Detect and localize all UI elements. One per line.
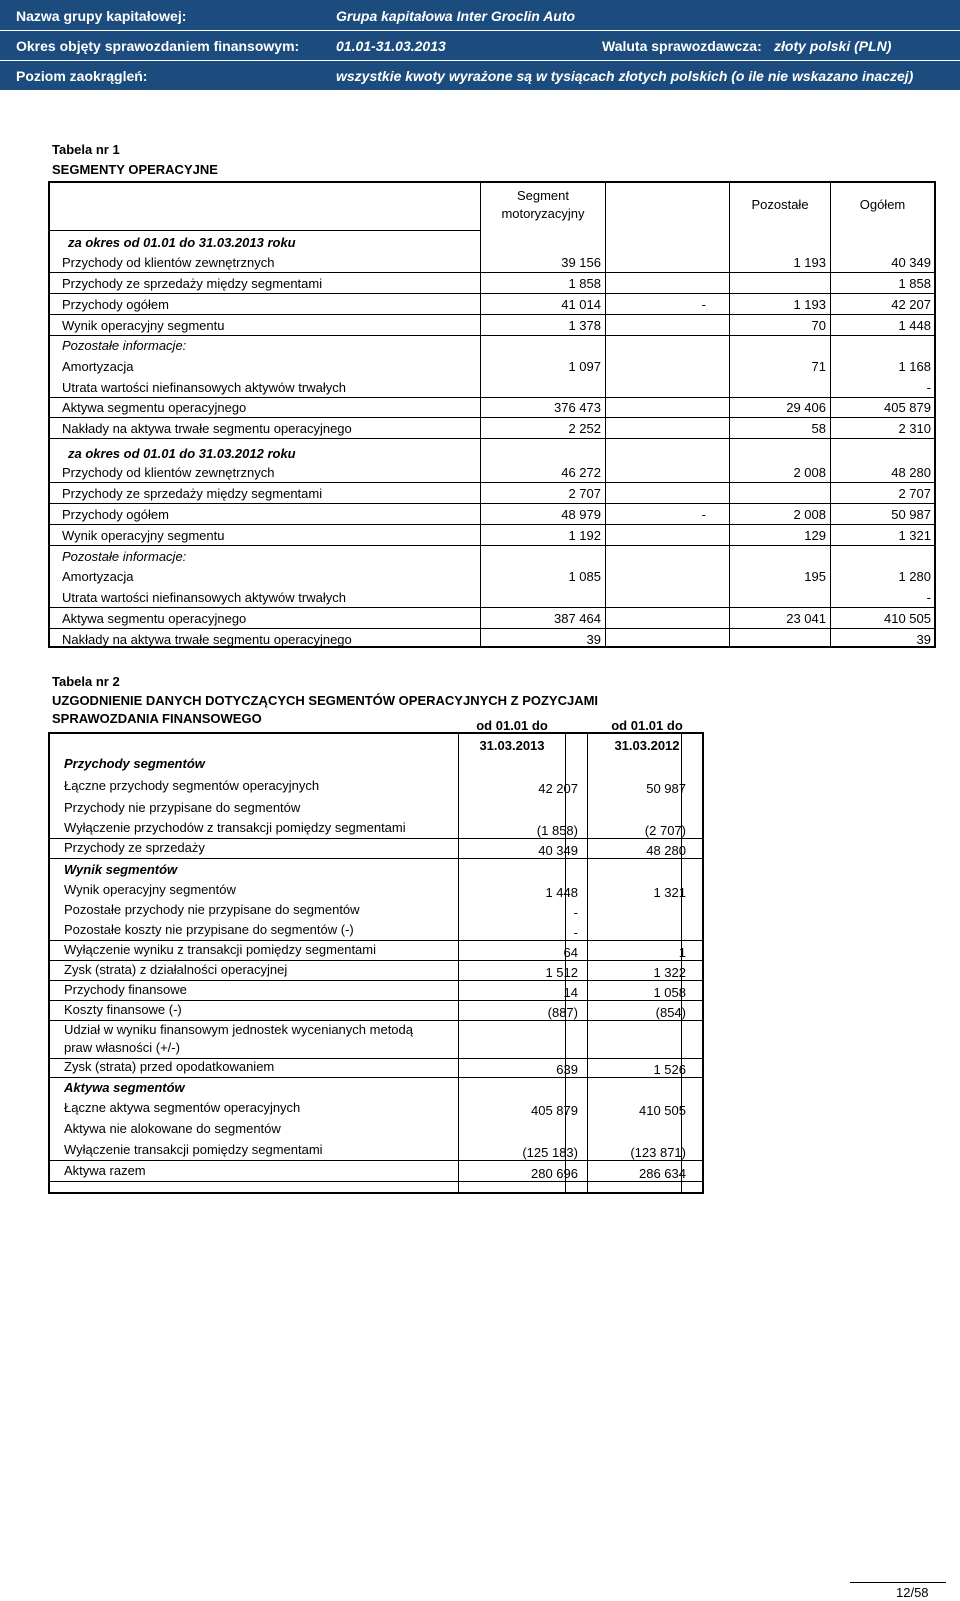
currency-label: Waluta sprawozdawcza:: [602, 38, 762, 54]
row-divider: [50, 858, 702, 859]
row-divider: [50, 545, 934, 546]
row-label: Wynik operacyjny segmentu: [62, 318, 225, 333]
row-divider: [50, 482, 934, 483]
cell-2012: 1 058: [653, 985, 686, 1000]
cell-segment: 48 979: [561, 507, 601, 522]
row-label: Aktywa nie alokowane do segmentów: [64, 1121, 281, 1136]
row-label: Wyłączenie transakcji pomiędzy segmentami: [64, 1142, 323, 1157]
row-label: Pozostałe koszty nie przypisane do segmentów (-): [64, 922, 354, 937]
cell-total: 2 707: [898, 486, 931, 501]
row-divider: [50, 1000, 702, 1001]
cell-other: 29 406: [786, 400, 826, 415]
cell-2013: 1 448: [545, 885, 578, 900]
page-number: 12/58: [896, 1585, 929, 1600]
cell-2013: (125 183): [522, 1145, 578, 1160]
column-divider: [458, 734, 459, 1192]
row-label: Koszty finansowe (-): [64, 1002, 182, 1017]
cell-other: 23 041: [786, 611, 826, 626]
cell-total: 1 448: [898, 318, 931, 333]
row-label: Przychody ogółem: [62, 507, 169, 522]
rounding-value: wszystkie kwoty wyrażone są w tysiącach złotych polskich (o ile nie wskazano inaczej): [336, 68, 914, 84]
row-divider: [50, 838, 702, 839]
row-label: Aktywa segmentu operacyjnego: [62, 400, 247, 415]
row-label: Pozostałe przychody nie przypisane do segmentów: [64, 902, 360, 917]
cell-2013: 639: [556, 1062, 578, 1077]
cell-total: 42 207: [891, 297, 931, 312]
column-divider: [565, 734, 566, 1192]
row-label: Zysk (strata) przed opodatkowaniem: [64, 1059, 275, 1074]
row-label: Nakłady na aktywa trwałe segmentu operacyjnego: [62, 421, 352, 436]
col-header-segment-line2: motoryzacyjny: [501, 206, 585, 221]
row-label: Amortyzacja: [62, 359, 134, 374]
cell-2013: (887): [547, 1005, 578, 1020]
cell-segment: 1 858: [568, 276, 601, 291]
cell-total: -: [926, 590, 931, 605]
header-row-group: [0, 0, 960, 30]
segments-table: [48, 181, 936, 648]
row-divider: [50, 940, 702, 941]
col-header-segment: [481, 187, 605, 223]
cell-total: 48 280: [891, 465, 931, 480]
row-divider: [50, 524, 934, 525]
cell-segment: 2 252: [568, 421, 601, 436]
cell-2012: (2 707): [644, 823, 686, 838]
row-label: Przychody nie przypisane do segmentów: [64, 800, 301, 815]
row-label: Wyłączenie wyniku z transakcji pomiędzy segmentami: [64, 942, 376, 957]
header-row-rounding: [0, 60, 960, 90]
table2-title-line1: UZGODNIENIE DANYCH DOTYCZĄCYCH SEGMENTÓW OPERACYJNYCH Z POZYCJAMI: [52, 693, 599, 708]
cell-total: 1 858: [898, 276, 931, 291]
row-label: Przychody ze sprzedaży: [64, 840, 205, 855]
cell-2013: (1 858): [536, 823, 578, 838]
cell-2013: 40 349: [538, 843, 578, 858]
cell-2012: (123 871): [630, 1145, 686, 1160]
row-label: Aktywa segmentów: [64, 1080, 185, 1095]
row-divider: [50, 314, 934, 315]
cell-2013: 42 207: [538, 781, 578, 796]
row-label: Aktywa segmentu operacyjnego: [62, 611, 247, 626]
cell-2012: (854): [655, 1005, 686, 1020]
row-divider: [50, 293, 934, 294]
row-divider: [50, 272, 934, 273]
cell-total: 1 168: [898, 359, 931, 374]
group-label: Nazwa grupy kapitałowej:: [16, 8, 187, 24]
row-label: Amortyzacja: [62, 569, 134, 584]
row-label: Wyłączenie przychodów z transakcji pomiędzy segmentami: [64, 820, 406, 835]
row-label: Przychody segmentów: [64, 756, 205, 771]
header-row-period: [0, 30, 960, 60]
cell-segment: 1 097: [568, 359, 601, 374]
cell-2013: 1 512: [545, 965, 578, 980]
column-divider: [681, 734, 682, 1192]
col-header-2013-line1: od 01.01 do: [476, 718, 548, 733]
row-label: Przychody ze sprzedaży między segmentami: [62, 486, 323, 501]
row-divider: [50, 1181, 702, 1182]
cell-other: 195: [804, 569, 826, 584]
row-label: Utrata wartości niefinansowych aktywów trwałych: [62, 380, 346, 395]
col-header-total: Ogółem: [859, 197, 906, 212]
group-value: Grupa kapitałowa Inter Groclin Auto: [336, 8, 576, 24]
row-label: Przychody finansowe: [64, 982, 187, 997]
cell-2013: 14: [563, 985, 578, 1000]
cell-other: 1 193: [793, 297, 826, 312]
cell-2013: -: [573, 925, 578, 940]
period-value: 01.01-31.03.2013: [336, 38, 446, 54]
row-divider: [50, 980, 702, 981]
row-divider: [50, 628, 934, 629]
row-label: Przychody ze sprzedaży między segmentami: [62, 276, 323, 291]
row-divider: [50, 503, 934, 504]
cell-other: 1 193: [793, 255, 826, 270]
row-label: Nakłady na aktywa trwałe segmentu operacyjnego: [62, 632, 352, 647]
cell-2012: 1 526: [653, 1062, 686, 1077]
table1-number: Tabela nr 1: [52, 142, 120, 157]
cell-total: -: [926, 380, 931, 395]
row-label: Przychody od klientów zewnętrznych: [62, 255, 275, 270]
cell-2012: 48 280: [646, 843, 686, 858]
row-divider: [50, 1077, 702, 1078]
row-divider: [50, 335, 934, 336]
period-label: Okres objęty sprawozdaniem finansowym:: [16, 38, 300, 54]
footer-rule: [850, 1582, 946, 1583]
col-header-other: Pozostałe: [751, 197, 809, 212]
cell-other: 2 008: [793, 507, 826, 522]
cell-2012: 50 987: [646, 781, 686, 796]
row-label: Wynik segmentów: [64, 862, 178, 877]
cell-segment: 387 464: [554, 611, 601, 626]
row-divider: [50, 607, 934, 608]
col-header-2012-date: 31.03.2012: [614, 738, 680, 753]
row-label: Aktywa razem: [64, 1163, 146, 1178]
cell-2012: 1 321: [653, 885, 686, 900]
col-header-2012-line1: od 01.01 do: [611, 718, 683, 733]
row-divider: [50, 397, 934, 398]
row-divider: [50, 1160, 702, 1161]
cell-segment: 1 085: [568, 569, 601, 584]
row-label: Zysk (strata) z działalności operacyjnej: [64, 962, 288, 977]
row-divider: [50, 960, 702, 961]
cell-2012: 410 505: [639, 1103, 686, 1118]
cell-total: 39: [916, 632, 931, 647]
cell-2012: 286 634: [639, 1166, 686, 1181]
row-label: Utrata wartości niefinansowych aktywów trwałych: [62, 590, 346, 605]
cell-total: 1 321: [898, 528, 931, 543]
row-label: Przychody od klientów zewnętrznych: [62, 465, 275, 480]
row-divider: [50, 417, 934, 418]
row-label: Łączne aktywa segmentów operacyjnych: [64, 1100, 301, 1115]
row-label: Pozostałe informacje:: [62, 338, 187, 353]
cell-mid: -: [701, 297, 706, 312]
cell-other: 70: [811, 318, 826, 333]
table2-number: Tabela nr 2: [52, 674, 120, 689]
report-header: [0, 0, 960, 90]
row-label: Udział w wyniku finansowym jednostek wycenianych metodą: [64, 1022, 413, 1037]
currency-value: złoty polski (PLN): [774, 38, 892, 54]
cell-segment: 41 014: [561, 297, 601, 312]
cell-segment: 39 156: [561, 255, 601, 270]
cell-2012: 1 322: [653, 965, 686, 980]
cell-total: 410 505: [884, 611, 931, 626]
cell-total: 1 280: [898, 569, 931, 584]
col-header-segment-line1: Segment: [516, 188, 570, 203]
cell-other: 58: [811, 421, 826, 436]
cell-segment: 39: [586, 632, 601, 647]
column-divider: [605, 183, 606, 646]
row-label: Łączne przychody segmentów operacyjnych: [64, 778, 320, 793]
cell-segment: 2 707: [568, 486, 601, 501]
cell-2013: 280 696: [531, 1166, 578, 1181]
cell-total: 40 349: [891, 255, 931, 270]
column-divider: [587, 734, 588, 1192]
cell-total: 405 879: [884, 400, 931, 415]
cell-segment: 376 473: [554, 400, 601, 415]
cell-mid: -: [701, 507, 706, 522]
row-label: Przychody ogółem: [62, 297, 169, 312]
row-divider: [50, 438, 934, 439]
cell-2013: 405 879: [531, 1103, 578, 1118]
table2-title-line2: SPRAWOZDANIA FINANSOWEGO: [52, 711, 262, 726]
col-header-2013: [458, 716, 566, 736]
cell-other: 129: [804, 528, 826, 543]
col-header-2013-date: 31.03.2013: [479, 738, 545, 753]
row-label: Wynik operacyjny segmentów: [64, 882, 236, 897]
row-divider: [50, 1020, 702, 1021]
table1-title: SEGMENTY OPERACYJNE: [52, 162, 218, 177]
row-label-continued: praw własności (+/-): [64, 1040, 180, 1055]
cell-total: 50 987: [891, 507, 931, 522]
cell-2013: -: [573, 905, 578, 920]
cell-segment: 46 272: [561, 465, 601, 480]
cell-other: 2 008: [793, 465, 826, 480]
cell-other: 71: [811, 359, 826, 374]
cell-segment: 1 192: [568, 528, 601, 543]
cell-2013: 64: [563, 945, 578, 960]
row-label: Pozostałe informacje:: [62, 549, 187, 564]
cell-total: 2 310: [898, 421, 931, 436]
row-label: Wynik operacyjny segmentu: [62, 528, 225, 543]
header-underline: [50, 230, 480, 231]
cell-2012: 1: [678, 945, 686, 960]
rounding-label: Poziom zaokrągleń:: [16, 68, 148, 84]
period-2012-label: za okres od 01.01 do 31.03.2012 roku: [68, 446, 296, 461]
cell-segment: 1 378: [568, 318, 601, 333]
period-2013-label: za okres od 01.01 do 31.03.2013 roku: [68, 235, 296, 250]
col-header-2012: [587, 716, 707, 736]
